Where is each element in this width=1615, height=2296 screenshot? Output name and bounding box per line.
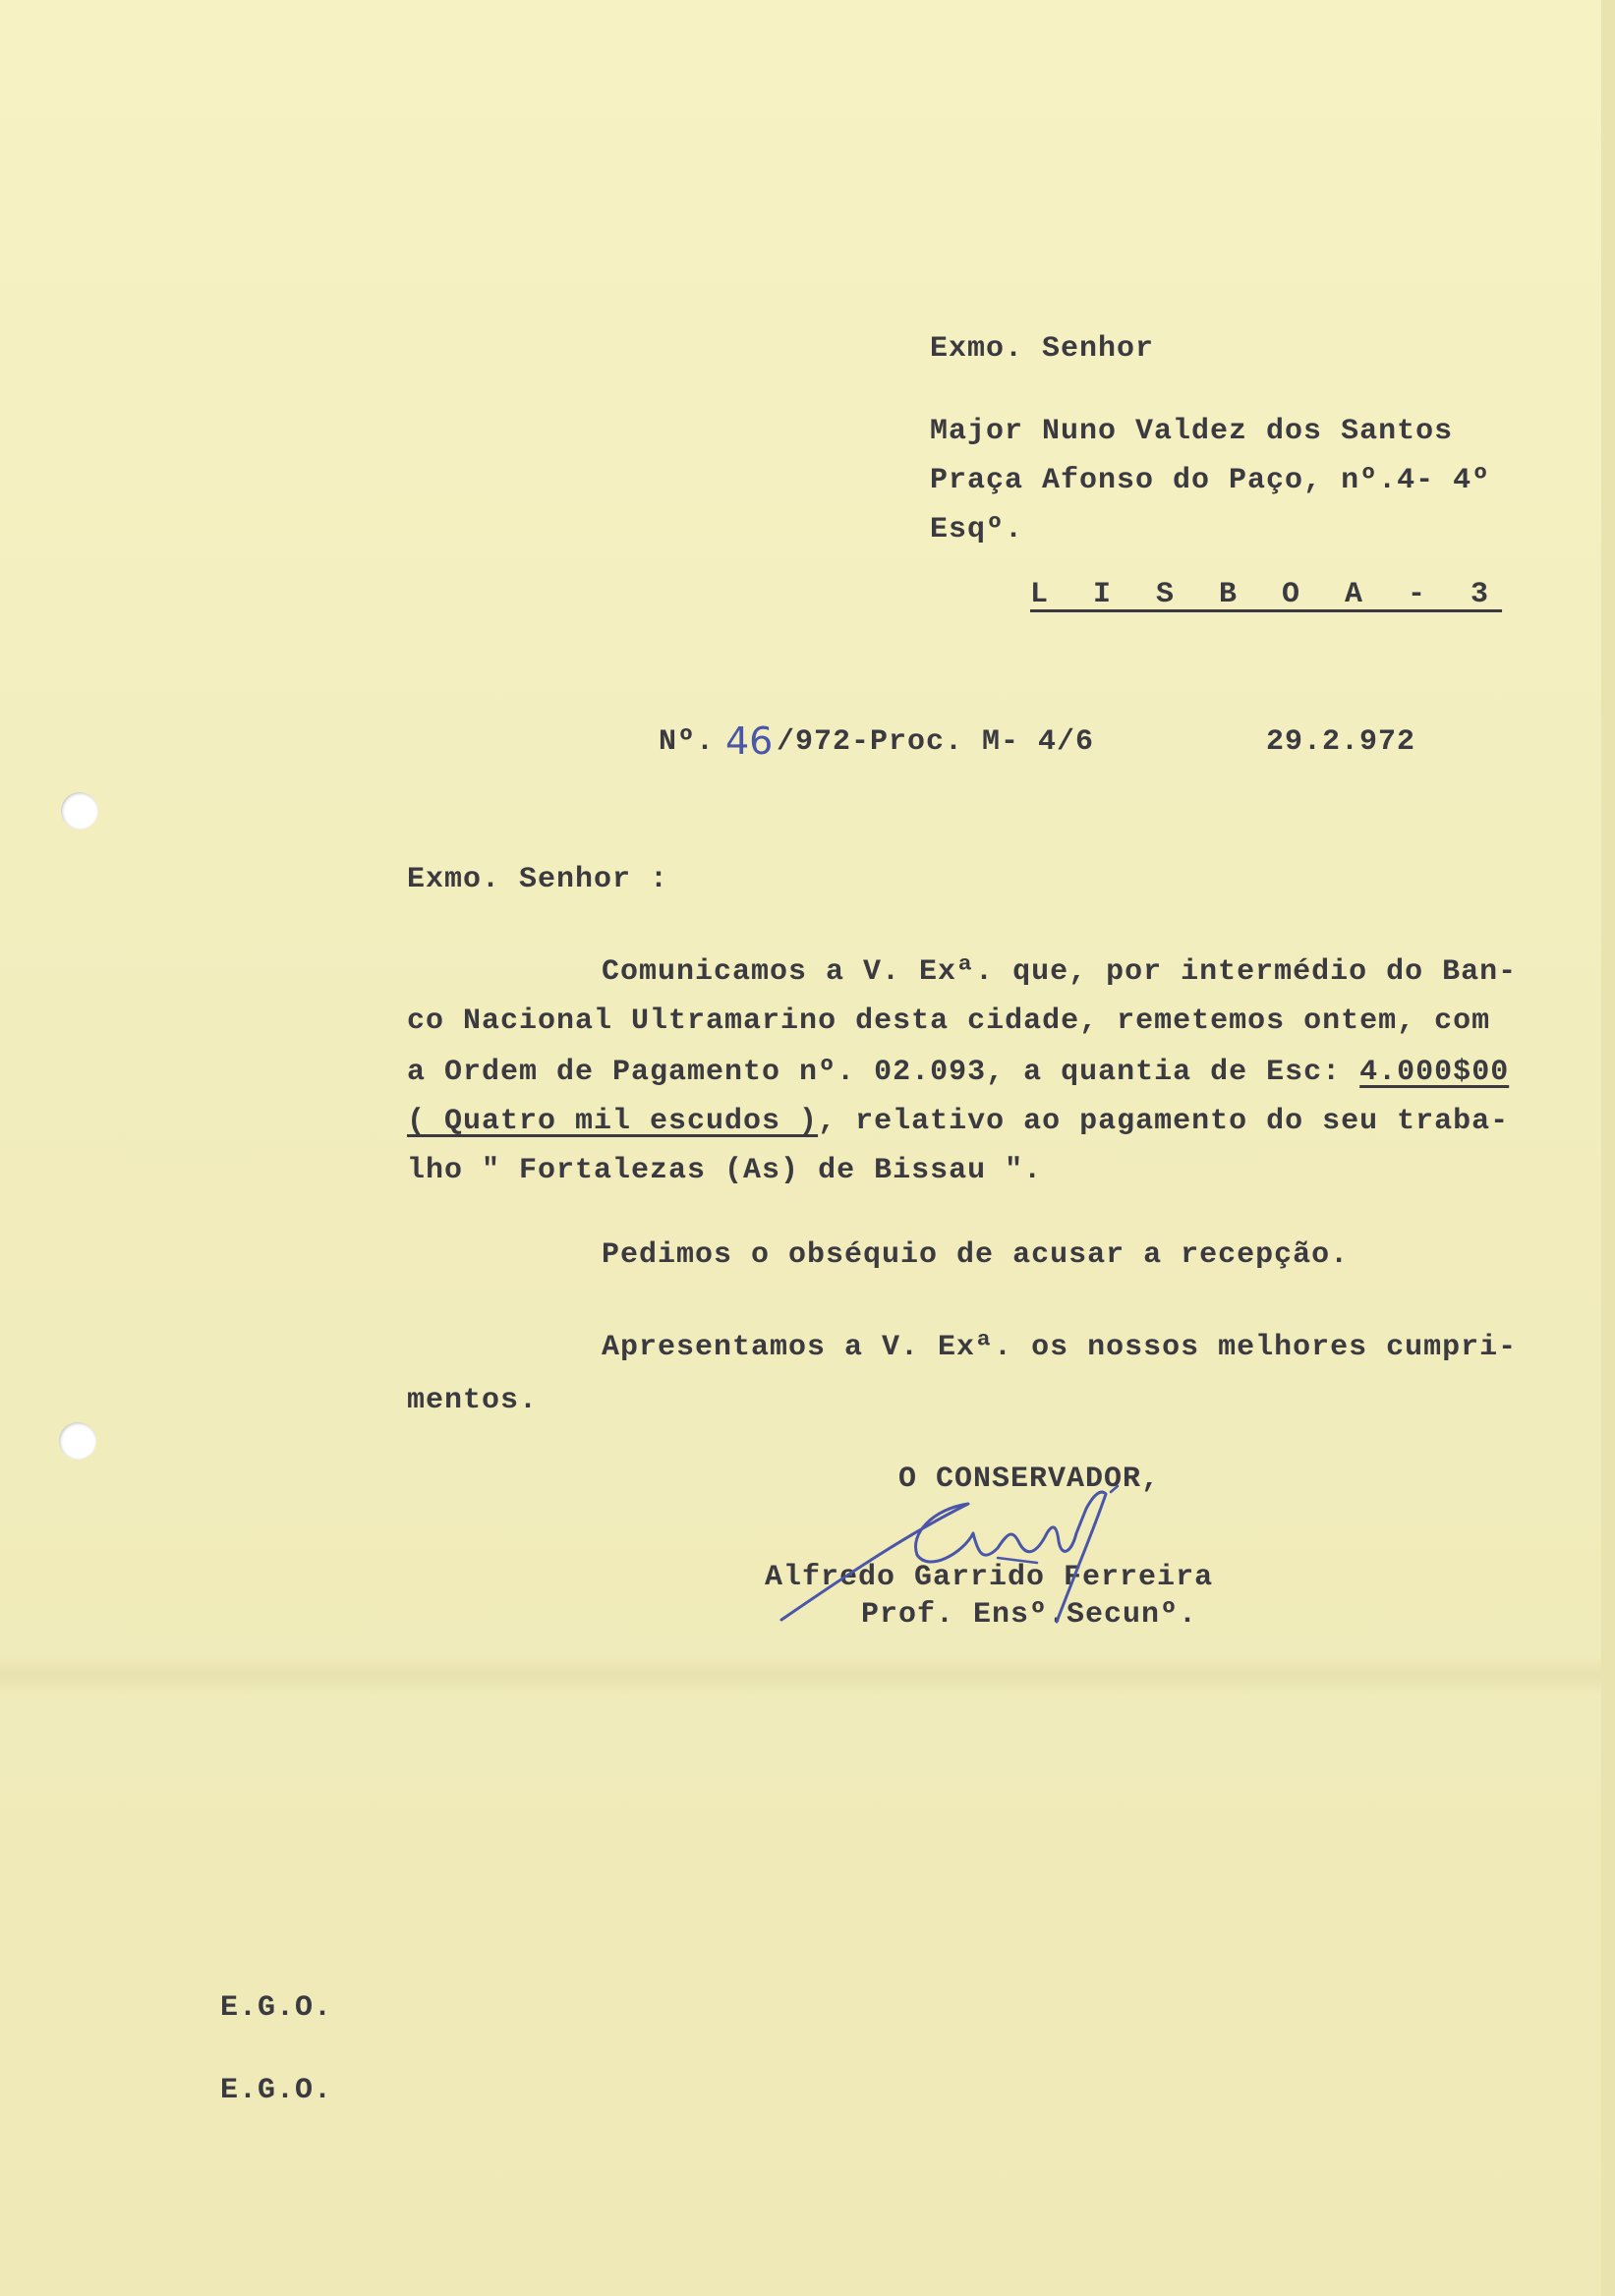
punch-hole-bottom (59, 1422, 96, 1460)
footer-mark-1: E.G.O. (220, 1991, 333, 2025)
letter-date: 29.2.972 (1266, 725, 1416, 759)
paper-edge (1601, 0, 1615, 2296)
handwritten-signature (762, 1464, 1214, 1632)
paper-fold (0, 1656, 1615, 1695)
body-paragraph1-line1: Comunicamos a V. Exª. que, por intermédio do Ban- (602, 955, 1518, 989)
signatory-role: Prof. Ensº.Secunº. (861, 1598, 1198, 1632)
payment-order-text: a Ordem de Pagamento nº. 02.093, a quantia de Esc: (407, 1056, 1342, 1089)
recipient-name: Major Nuno Valdez dos Santos (930, 415, 1454, 448)
recipient-address-line2: Esqº. (930, 513, 1024, 546)
payment-purpose-text: , relativo ao pagamento do seu traba- (818, 1105, 1510, 1138)
reference-prefix: Nº. (659, 725, 716, 759)
recipient-salutation: Exmo. Senhor (930, 332, 1155, 366)
recipient-address-line1: Praça Afonso do Paço, nº.4- 4º (930, 464, 1491, 497)
body-paragraph3-line2: mentos. (407, 1384, 539, 1417)
body-paragraph1-line3 (407, 1058, 1509, 1087)
signatory-title: O CONSERVADOR, (898, 1463, 1161, 1496)
body-paragraph2: Pedimos o obséquio de acusar a recepção. (602, 1238, 1350, 1272)
body-paragraph1-line2: co Nacional Ultramarino desta cidade, remetemos ontem, com (407, 1004, 1491, 1038)
payment-amount: 4.000$00 (1359, 1056, 1510, 1089)
reference-process: /972-Proc. M- 4/6 (777, 725, 1095, 759)
body-paragraph1-line4 (407, 1107, 1509, 1136)
signatory-name: Alfredo Garrido Ferreira (765, 1561, 1214, 1594)
body-paragraph3-line1: Apresentamos a V. Exª. os nossos melhores cumpri- (602, 1331, 1518, 1364)
recipient-city: L I S B O A - 3 (1030, 578, 1503, 611)
punch-hole-top (61, 792, 98, 830)
footer-mark-2: E.G.O. (220, 2074, 333, 2107)
letter-greeting: Exmo. Senhor : (407, 863, 669, 896)
amount-in-words: ( Quatro mil escudos ) (407, 1105, 819, 1138)
handwritten-reference-number: 46 (725, 719, 774, 763)
body-paragraph1-line5: lho " Fortalezas (As) de Bissau ". (407, 1154, 1043, 1187)
